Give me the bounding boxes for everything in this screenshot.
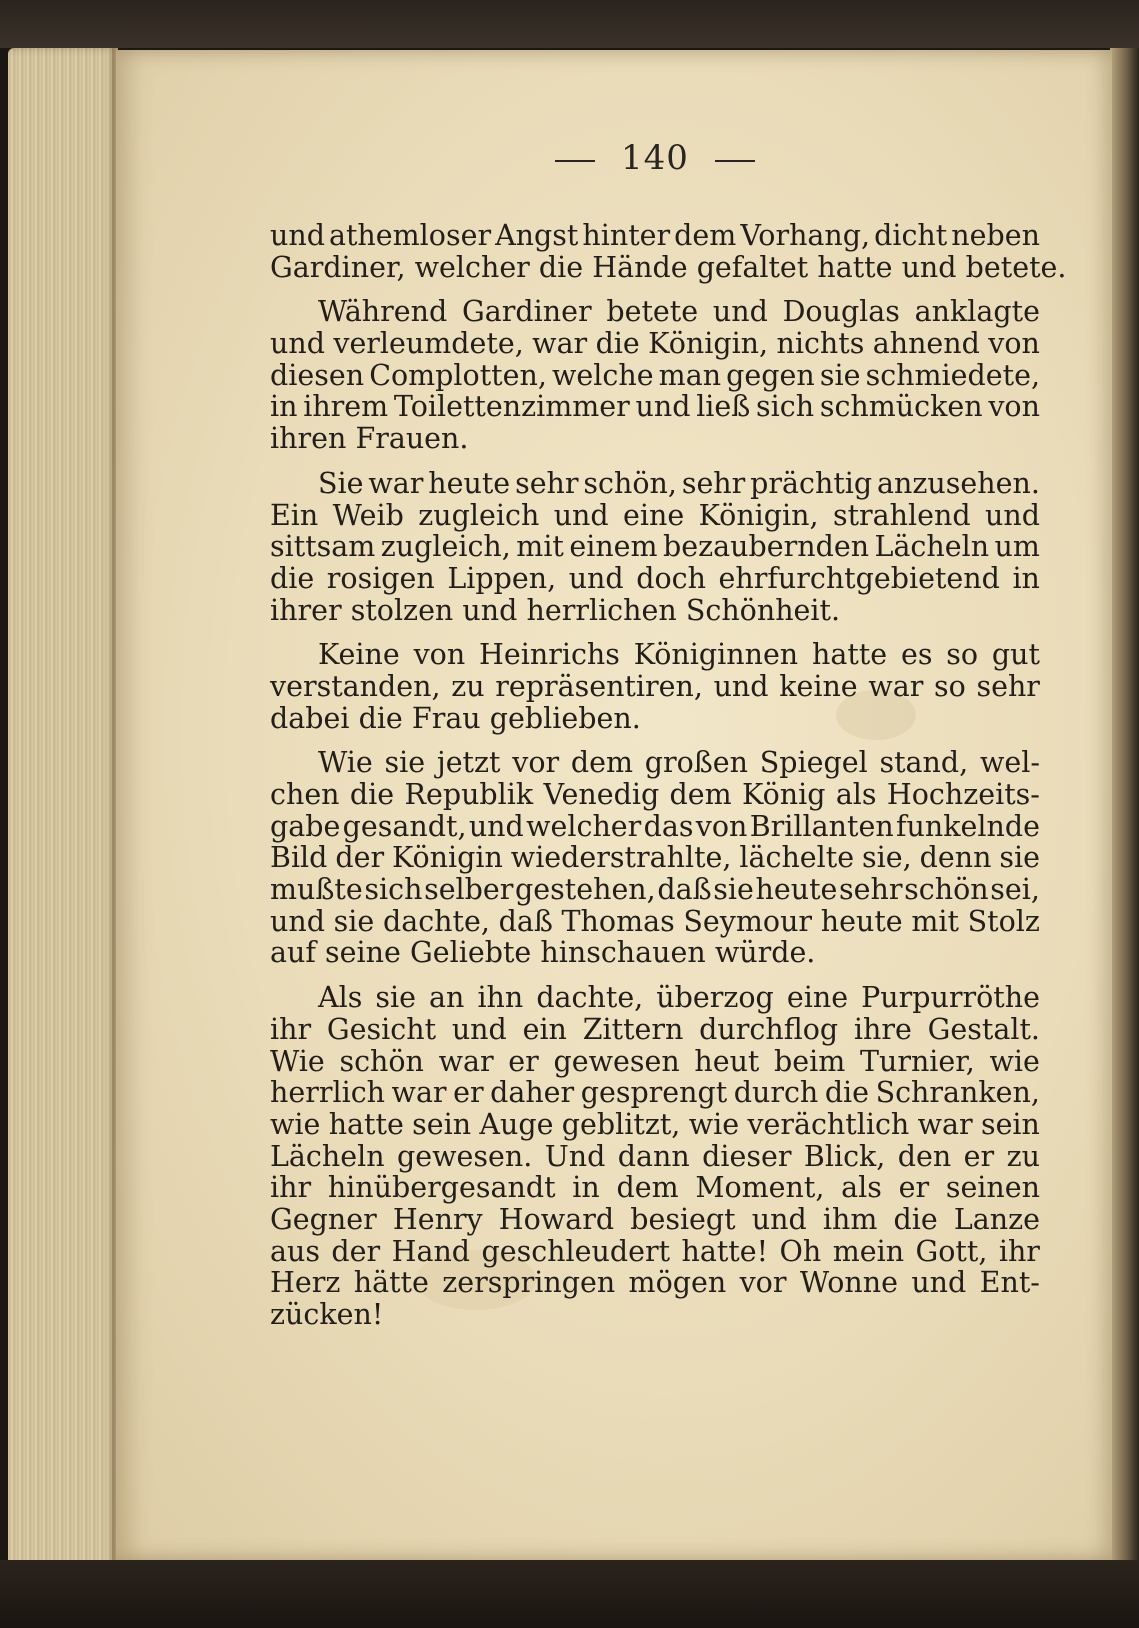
paragraph: [270, 296, 1040, 454]
word: Herz: [270, 1266, 341, 1300]
text-line: [270, 1077, 1040, 1109]
word: betete.: [965, 250, 1067, 284]
word: sie,: [862, 841, 912, 875]
word: Lächeln: [874, 530, 990, 564]
book-cover-top: [0, 0, 1139, 48]
word: Gardiner: [462, 295, 592, 329]
word: Thomas: [561, 904, 675, 938]
word: Lippen,: [447, 561, 557, 595]
word: aus: [270, 1234, 320, 1268]
word: geblieben.: [489, 701, 641, 735]
word: zugleich: [418, 498, 540, 532]
word: herrlichen: [526, 593, 677, 627]
word: und: [270, 219, 325, 252]
word: dachte,: [382, 904, 490, 938]
word: betete: [606, 295, 699, 329]
word: sie: [375, 981, 416, 1015]
word: herrlich: [270, 1076, 386, 1110]
word: daß: [498, 904, 553, 938]
text-line: [270, 468, 1040, 500]
word: denn: [919, 841, 992, 875]
word: schön: [339, 1044, 424, 1078]
word: die: [893, 1202, 938, 1236]
word: Gesicht: [326, 1012, 437, 1046]
word: prächtig: [750, 466, 873, 500]
text-line: [270, 360, 1040, 392]
word: hätte: [353, 1266, 429, 1300]
word: Schranken,: [875, 1076, 1040, 1110]
word: sein: [412, 1107, 472, 1141]
word: dieser: [702, 1139, 792, 1173]
word: ein: [522, 1012, 567, 1046]
word: Complotten,: [369, 358, 547, 392]
word: eine: [786, 981, 849, 1015]
word: mein: [832, 1234, 905, 1268]
word: repräsentiren,: [495, 669, 703, 703]
word: und: [901, 250, 957, 284]
text-line: [270, 747, 1040, 779]
word: verächtlich: [747, 1107, 910, 1141]
word: gewesen: [553, 1044, 680, 1078]
paragraph: [270, 982, 1040, 1331]
word: heut: [694, 1044, 760, 1078]
word: Gott,: [915, 1234, 988, 1268]
word: und: [468, 809, 524, 843]
word: besiegt: [630, 1202, 736, 1236]
word: sittsam: [270, 530, 376, 564]
word: Spiegel: [759, 746, 868, 780]
word: dachte,: [536, 981, 644, 1015]
word: nichts: [776, 327, 865, 361]
text-line: [270, 906, 1040, 938]
word: daß: [657, 873, 712, 907]
word: ehrfurchtgebietend: [718, 561, 1000, 595]
word: Henry: [392, 1202, 483, 1236]
word: er: [898, 1171, 930, 1205]
word: Stolz: [967, 904, 1040, 938]
text-line: [270, 639, 1040, 671]
word: Seymour: [683, 904, 813, 938]
word: eine: [623, 498, 685, 532]
text-line: [270, 779, 1040, 811]
word: in: [270, 390, 298, 424]
word: Gegner: [270, 1202, 377, 1236]
word: und: [451, 1012, 507, 1046]
word: ließ: [696, 390, 751, 424]
word: hatte!: [681, 1234, 769, 1268]
word: dem: [669, 778, 732, 811]
header-dash-left: [555, 160, 595, 162]
word: Turnier,: [859, 1044, 975, 1078]
word: Douglas: [782, 295, 900, 329]
paragraph-gap: [270, 455, 1040, 468]
word: heute: [428, 466, 511, 500]
word: Und: [544, 1139, 606, 1173]
word: und: [985, 498, 1040, 532]
page-header: [540, 133, 770, 183]
text-line: [270, 391, 1040, 423]
body-text: [270, 219, 1067, 1331]
word: schön: [904, 873, 989, 907]
word: ihr: [270, 1012, 312, 1046]
word: mit: [516, 530, 564, 564]
word: mußte: [270, 873, 363, 907]
word: ihr: [998, 1234, 1040, 1268]
word: Bild: [270, 841, 328, 875]
word: stand,: [879, 746, 969, 780]
word: Gestalt.: [927, 1012, 1040, 1046]
word: die: [595, 327, 640, 361]
word: Königinnen: [633, 638, 799, 672]
word: Ein: [270, 498, 319, 532]
word: dem: [616, 1171, 679, 1205]
word: Oh: [779, 1234, 822, 1268]
word: in: [572, 1171, 600, 1205]
word: und: [911, 1266, 967, 1300]
word: dem: [570, 746, 633, 780]
word: den: [897, 1139, 952, 1173]
word: war: [391, 1076, 447, 1110]
header-dash-right: [715, 160, 755, 162]
word: so: [934, 669, 966, 703]
word: sie: [819, 358, 861, 392]
word: Brillanten: [749, 809, 894, 843]
word: sie: [384, 746, 426, 780]
text-line: [270, 1204, 1040, 1236]
word: zugleich,: [380, 530, 511, 564]
word: als: [841, 1171, 882, 1205]
word: ihrem: [303, 390, 389, 424]
word: als: [835, 778, 877, 811]
word: Keine: [318, 638, 400, 672]
word: Vorhang,: [740, 219, 871, 252]
word: zu: [1006, 1139, 1040, 1173]
word: der: [335, 841, 385, 875]
word: schmiedete,: [865, 358, 1040, 392]
word: funkelnde: [895, 809, 1040, 843]
text-line: [270, 937, 1040, 969]
word: gewesen.: [397, 1139, 533, 1173]
word: gefaltet: [696, 250, 809, 284]
word: rosigen: [326, 561, 435, 595]
paragraph: [270, 219, 1067, 284]
word: von: [695, 809, 748, 843]
word: großen: [644, 746, 749, 780]
word: Hochzeits-: [886, 778, 1040, 811]
word: vor: [512, 746, 560, 780]
word: Auge: [479, 1107, 554, 1141]
word: Republik: [404, 778, 534, 811]
word: er: [453, 1076, 484, 1110]
word: ahnend: [872, 327, 980, 361]
word: die: [824, 1076, 870, 1110]
word: und: [751, 1202, 807, 1236]
word: lächelte: [739, 841, 855, 875]
word: war: [438, 1044, 494, 1078]
word: und: [568, 561, 624, 595]
word: ihren: [270, 422, 347, 456]
word: zücken!: [270, 1298, 384, 1331]
word: verleumdete,: [333, 327, 524, 361]
page-stack-edges: [8, 48, 118, 1568]
word: Frauen.: [355, 422, 469, 456]
word: war: [368, 466, 424, 500]
word: dem: [674, 219, 737, 252]
word: dicht: [874, 219, 948, 252]
text-line: [270, 842, 1040, 874]
word: Wie: [318, 746, 373, 780]
word: hatte: [812, 638, 888, 672]
word: Hand: [391, 1234, 471, 1268]
word: war: [917, 1107, 973, 1141]
text-line: [270, 531, 1040, 563]
word: Ent-: [979, 1266, 1040, 1300]
word: schmücken: [819, 390, 983, 424]
word: Moment,: [695, 1171, 825, 1205]
word: jetzt: [436, 746, 501, 780]
text-line: [270, 220, 1040, 252]
word: Schönheit.: [685, 593, 841, 627]
word: wiederstrahlte,: [510, 841, 732, 875]
word: ihr: [270, 1171, 312, 1205]
word: sich: [756, 390, 815, 424]
word: chen: [270, 778, 340, 811]
word: Lächeln: [270, 1139, 385, 1173]
word: die: [349, 778, 395, 811]
word: das: [643, 809, 694, 843]
word: die: [358, 701, 403, 735]
word: heute: [820, 904, 903, 938]
word: sehr: [515, 466, 579, 500]
word: vor: [739, 1266, 787, 1300]
word: einem: [569, 530, 658, 564]
word: welcher: [414, 250, 530, 284]
word: Hände: [592, 250, 688, 284]
word: sei,: [990, 873, 1040, 907]
text-line: [270, 1267, 1040, 1299]
word: und: [635, 390, 691, 424]
book-cover-bottom: [0, 1560, 1139, 1628]
word: sich: [364, 873, 423, 907]
text-line: [270, 296, 1040, 328]
word: Heinrichs: [479, 638, 620, 672]
text-line: [270, 250, 1067, 284]
text-line: [270, 671, 1040, 703]
text-line: [270, 1046, 1040, 1078]
text-line: [270, 1236, 1040, 1268]
text-line: [270, 1109, 1040, 1141]
word: und: [270, 327, 325, 361]
right-page-edge: [1110, 48, 1139, 1568]
word: Während: [318, 295, 448, 329]
word: würde.: [714, 936, 816, 970]
word: war: [868, 669, 924, 703]
word: und: [712, 295, 768, 329]
word: man: [658, 358, 722, 392]
word: hinübergesandt: [327, 1171, 556, 1205]
word: seinen: [945, 1171, 1040, 1205]
word: sie: [333, 904, 375, 938]
word: ihrer: [270, 593, 342, 627]
word: durch: [733, 1076, 819, 1110]
word: stolzen: [350, 593, 454, 627]
word: ihm: [822, 1202, 878, 1236]
word: gestehen,: [515, 873, 656, 907]
word: daher: [490, 1076, 575, 1110]
word: geschleudert: [481, 1234, 671, 1268]
word: wel-: [979, 746, 1040, 780]
word: die: [538, 250, 584, 284]
word: Gardiner,: [270, 250, 406, 284]
text-line: [270, 1141, 1040, 1173]
word: strahlend: [832, 498, 971, 532]
word: Wie: [270, 1044, 325, 1078]
word: anklagte: [914, 295, 1040, 329]
text-line: [270, 423, 1040, 455]
word: zu: [451, 669, 485, 703]
word: sehr: [839, 873, 903, 907]
word: Als: [318, 981, 363, 1015]
word: sein: [980, 1107, 1040, 1141]
word: ihre: [853, 1012, 912, 1046]
word: hinschauen: [540, 936, 706, 970]
word: Wonne: [799, 1266, 898, 1300]
word: Sie: [318, 466, 364, 500]
word: gabe: [270, 809, 341, 843]
word: doch: [636, 561, 706, 595]
word: heute: [755, 873, 838, 907]
word: welcher: [526, 809, 642, 843]
word: dabei: [270, 701, 350, 735]
word: sie: [999, 841, 1040, 875]
word: und: [270, 904, 325, 938]
word: seine: [325, 936, 401, 970]
word: wie: [989, 1044, 1040, 1078]
text-line: [270, 595, 1040, 627]
word: in: [1012, 561, 1040, 595]
word: an: [429, 981, 465, 1015]
text-line: [270, 1299, 1040, 1331]
word: war: [532, 327, 588, 361]
text-line: [270, 1172, 1040, 1204]
word: sie: [713, 873, 754, 907]
word: von: [413, 638, 466, 672]
text-line: [270, 500, 1040, 532]
word: gegen: [726, 358, 815, 392]
word: und: [462, 593, 518, 627]
word: Venedig: [543, 778, 660, 811]
word: von: [988, 327, 1040, 361]
word: neben: [951, 219, 1040, 252]
paragraph: [270, 468, 1040, 626]
word: schön,: [583, 466, 677, 500]
word: der: [331, 1234, 381, 1268]
word: sehr: [681, 466, 746, 500]
word: selber: [424, 873, 514, 907]
paragraph: [270, 747, 1040, 969]
word: und: [553, 498, 609, 532]
word: von: [988, 390, 1040, 424]
word: bezaubernden: [663, 530, 870, 564]
word: Frau: [411, 701, 481, 735]
word: zerspringen: [442, 1266, 616, 1300]
word: so: [946, 638, 979, 672]
word: sehr: [976, 669, 1040, 703]
word: geblitzt,: [561, 1107, 681, 1141]
word: Howard: [498, 1202, 615, 1236]
paragraph: [270, 639, 1040, 734]
word: überzog: [656, 981, 774, 1015]
word: ihn: [477, 981, 524, 1015]
word: es: [900, 638, 933, 672]
text-line: [270, 703, 1040, 735]
word: Geliebte: [409, 936, 532, 970]
word: König: [742, 778, 826, 811]
word: hinter: [582, 219, 671, 252]
word: gut: [991, 638, 1040, 672]
text-line: [270, 563, 1040, 595]
word: dann: [617, 1139, 690, 1173]
word: Toilettenzimmer: [393, 390, 630, 424]
text-line: [270, 811, 1040, 843]
word: keine: [779, 669, 858, 703]
word: Blick,: [803, 1139, 886, 1173]
word: auf: [270, 936, 316, 970]
text-line: [270, 982, 1040, 1014]
word: welche: [552, 358, 654, 392]
word: die: [270, 561, 315, 595]
word: Königin,: [698, 498, 819, 532]
word: wie: [688, 1107, 740, 1141]
word: anzusehen.: [877, 466, 1040, 500]
word: Königin: [392, 841, 503, 875]
word: gesandt,: [342, 809, 467, 843]
word: mit: [911, 904, 959, 938]
word: um: [994, 530, 1040, 564]
word: durchflog: [699, 1012, 839, 1046]
word: verstanden,: [270, 669, 441, 703]
word: Weib: [332, 498, 404, 532]
word: hatte: [817, 250, 893, 284]
page-number: 140: [621, 138, 689, 178]
text-line: [270, 874, 1040, 906]
word: Purpurröthe: [861, 981, 1040, 1015]
word: und: [713, 669, 769, 703]
word: hatte: [328, 1107, 404, 1141]
word: er: [963, 1139, 995, 1173]
word: Angst: [495, 219, 579, 252]
text-line: [270, 1014, 1040, 1046]
word: gesprengt: [580, 1076, 728, 1110]
word: mögen: [628, 1266, 727, 1300]
word: athemloser: [328, 219, 492, 252]
word: Lanze: [953, 1202, 1040, 1236]
word: wie: [270, 1107, 321, 1141]
text-line: [270, 328, 1040, 360]
word: Königin,: [648, 327, 769, 361]
word: beim: [774, 1044, 846, 1078]
word: Zittern: [582, 1012, 684, 1046]
word: er: [508, 1044, 539, 1078]
word: diesen: [270, 358, 365, 392]
